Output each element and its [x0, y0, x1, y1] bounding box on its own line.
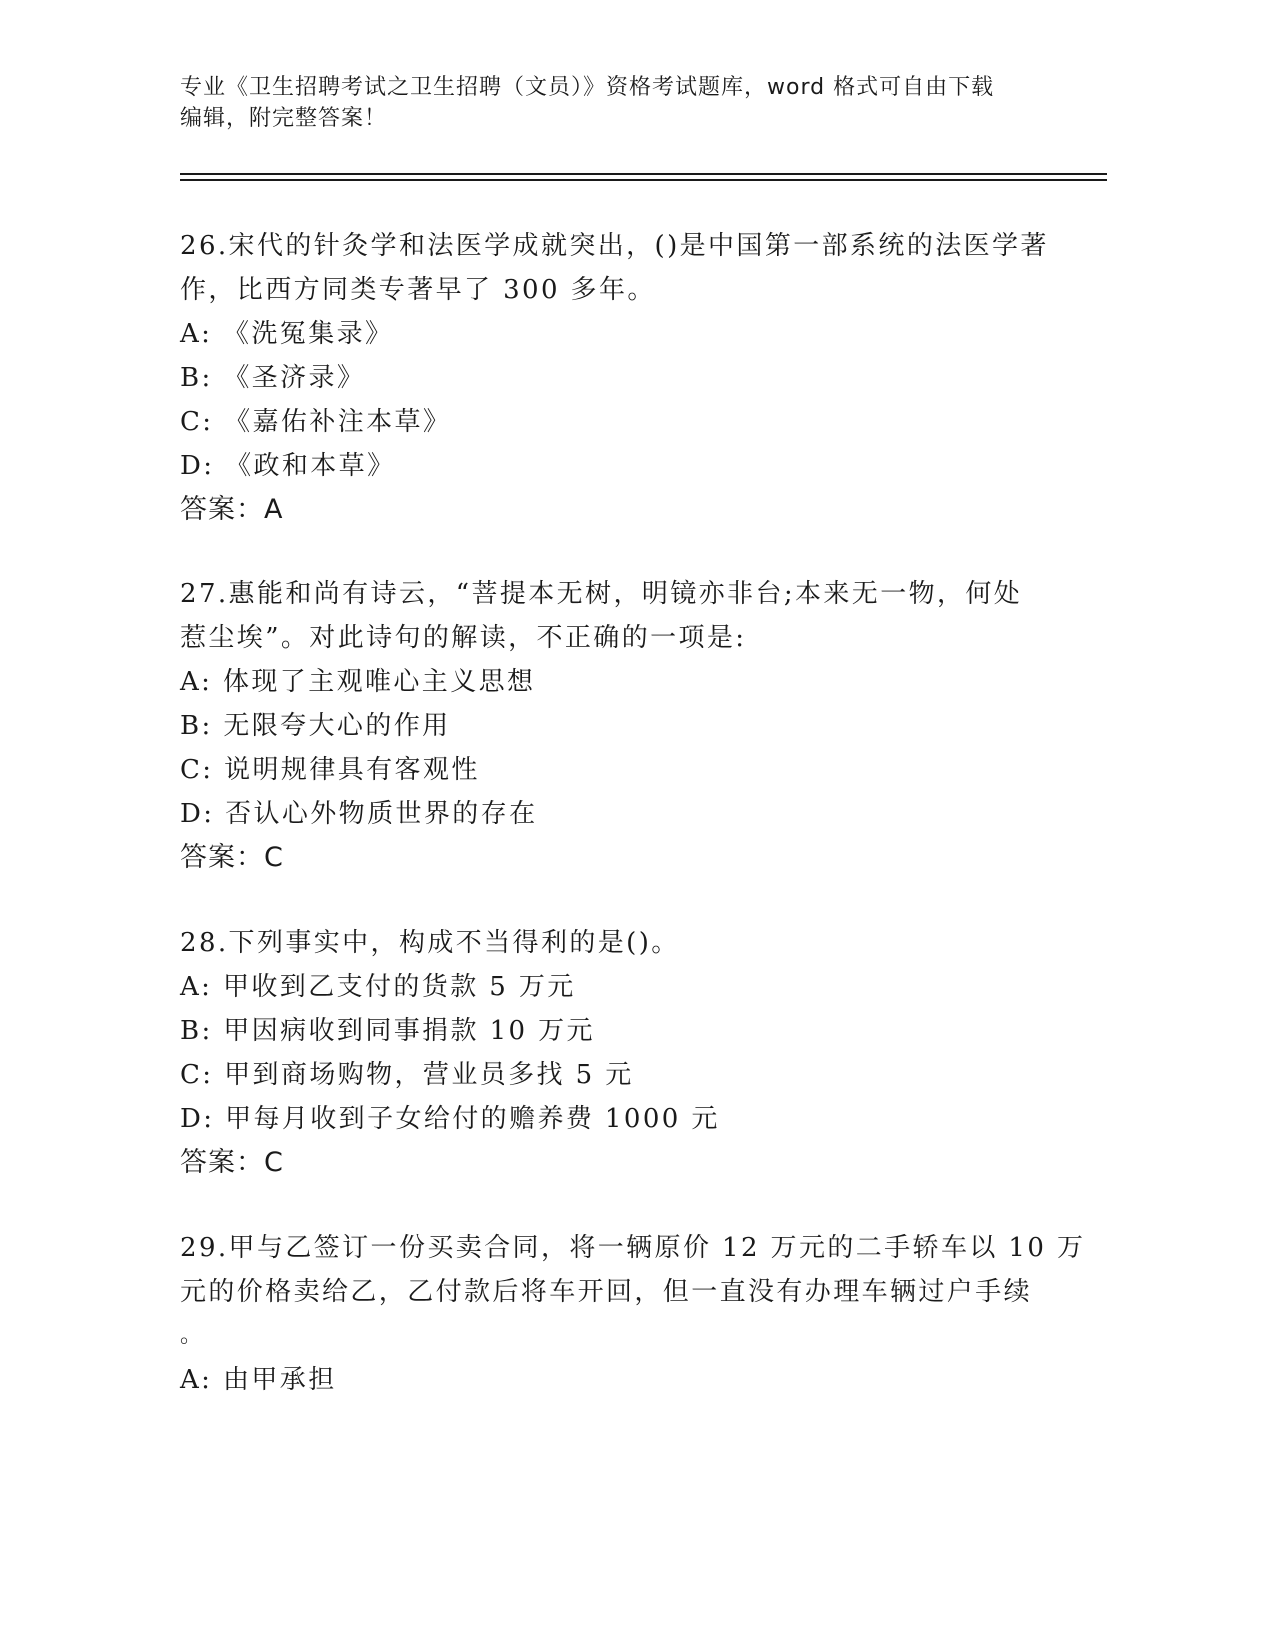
document-header: [180, 72, 1060, 134]
answer: 答案：C: [180, 1147, 284, 1178]
option-d: D: 否认心外物质世界的存在: [180, 799, 538, 829]
header-divider-top: [180, 173, 1107, 175]
question-29: [180, 1226, 1086, 1402]
question-28: [180, 921, 1040, 1185]
option-b: B: 无限夸大心的作用: [180, 711, 451, 741]
option-a: A: 体现了主观唯心主义思想: [180, 667, 536, 697]
header-line-2: 编辑，附完整答案！: [180, 106, 388, 131]
option-b: B: 甲因病收到同事捐款 10 万元: [180, 1016, 595, 1046]
option-c: C: 《嘉佑补注本草》: [180, 407, 452, 437]
question-26: [180, 224, 1049, 532]
option-a: A: 由甲承担: [180, 1365, 337, 1395]
option-c: C: 说明规律具有客观性: [180, 755, 480, 785]
option-d: D: 甲每月收到子女给付的赡养费 1000 元: [180, 1104, 720, 1134]
question-text-line: 元的价格卖给乙，乙付款后将车开回，但一直没有办理车辆过户手续: [180, 1277, 1033, 1307]
question-text-line: 作，比西方同类专著早了 300 多年。: [180, 275, 656, 305]
option-d: D: 《政和本草》: [180, 451, 396, 481]
header-divider-bottom: [180, 179, 1107, 181]
question-text-line: 。: [180, 1323, 205, 1348]
answer: 答案：C: [180, 842, 284, 873]
question-text-line: 28.下列事实中，构成不当得利的是()。: [180, 928, 680, 958]
option-a: A: 《洗冤集录》: [180, 319, 394, 349]
question-text-line: 27.惠能和尚有诗云，“菩提本无树，明镜亦非台;本来无一物，何处: [180, 579, 1023, 609]
question-text-line: 29.甲与乙签订一份买卖合同，将一辆原价 12 万元的二手轿车以 10 万: [180, 1233, 1086, 1263]
option-a: A: 甲收到乙支付的货款 5 万元: [180, 972, 576, 1002]
option-b: B: 《圣济录》: [180, 363, 366, 393]
question-27: [180, 572, 1040, 880]
question-text-line: 26.宋代的针灸学和法医学成就突出，()是中国第一部系统的法医学著: [180, 231, 1049, 261]
header-line-1: 专业《卫生招聘考试之卫生招聘（文员）》资格考试题库，word 格式可自由下载: [180, 75, 995, 100]
question-text-line: 惹尘埃”。对此诗句的解读，不正确的一项是:: [180, 623, 747, 653]
option-c: C: 甲到商场购物，营业员多找 5 元: [180, 1060, 634, 1090]
answer: 答案：A: [180, 494, 284, 525]
